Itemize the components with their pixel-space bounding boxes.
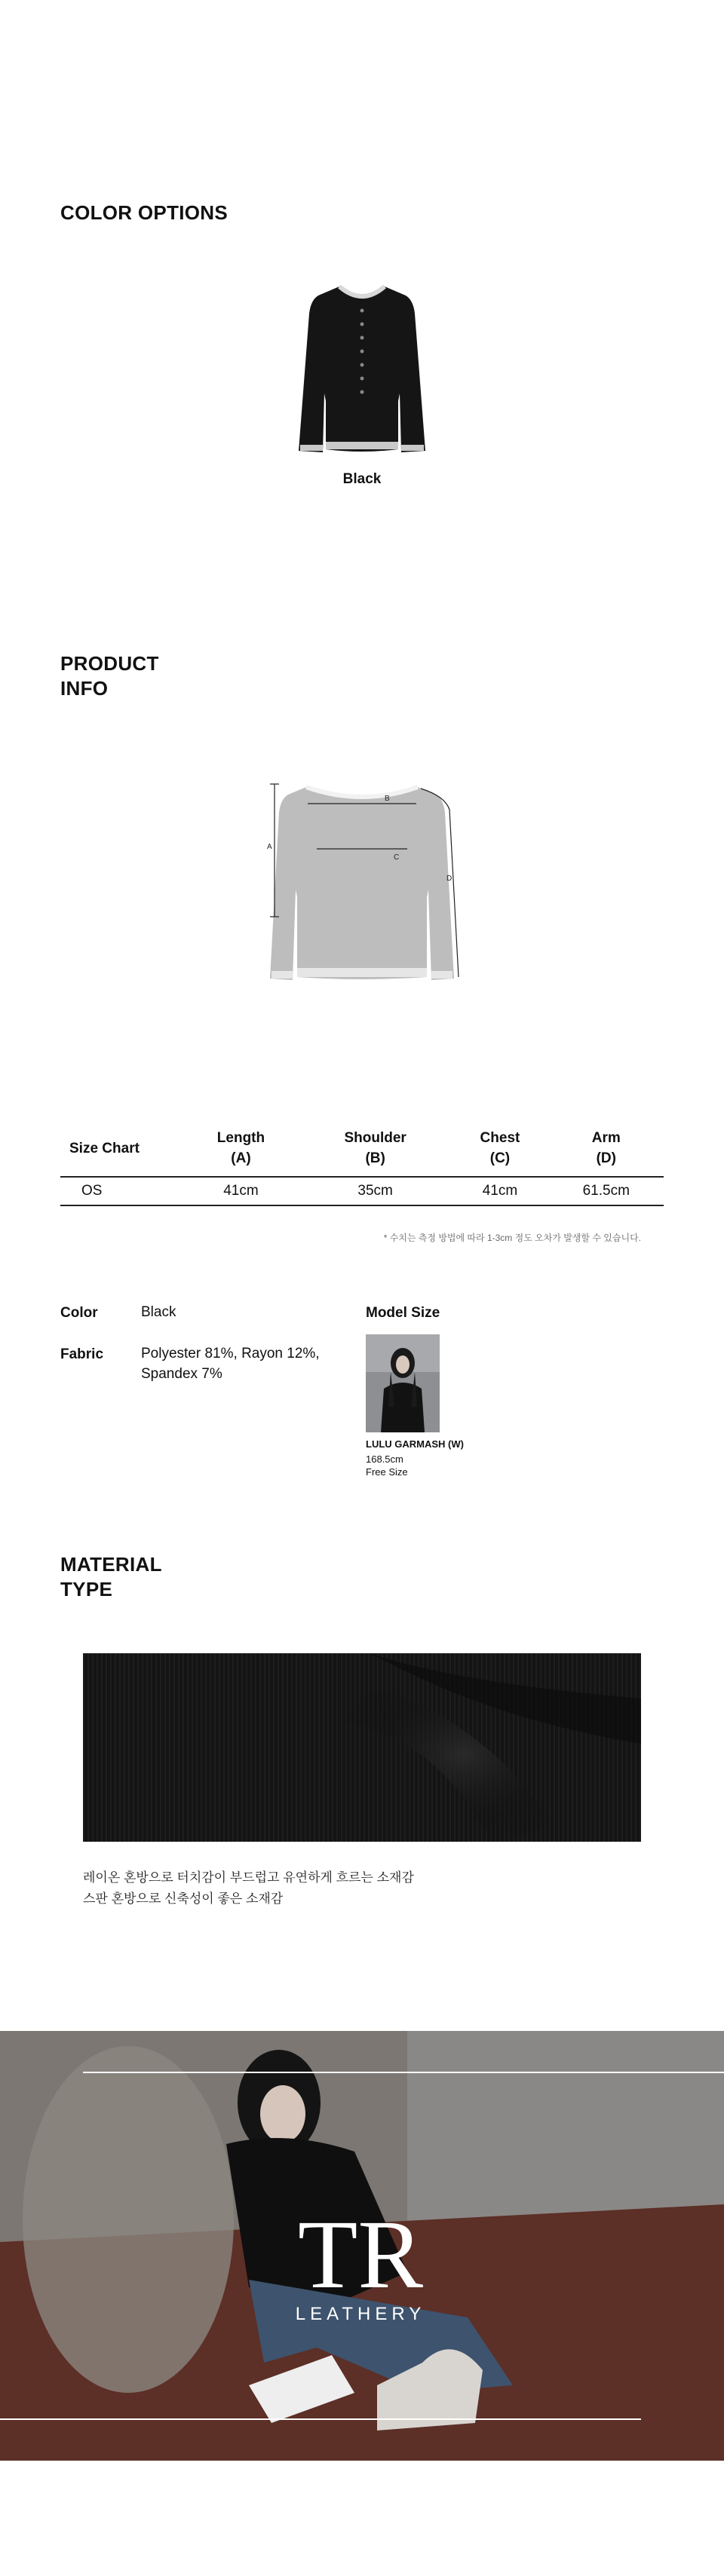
model-fit-size: Free Size	[366, 1466, 408, 1478]
size-chart-col-chest: Chest (C)	[480, 1130, 520, 1166]
product-info-title	[60, 651, 159, 701]
diagram-label-b: B	[385, 795, 390, 803]
size-chart-header-label: Size Chart	[69, 1140, 140, 1156]
model-name: LULU GARMASH (W)	[366, 1438, 464, 1450]
size-chart-header-row	[60, 1123, 664, 1177]
fabric-texture-image	[83, 1653, 641, 1842]
color-options-title: COLOR OPTIONS	[60, 201, 229, 224]
model-size-title: Model Size	[366, 1305, 440, 1321]
size-chart-cell-chest: 41cm	[451, 1177, 548, 1205]
black-cardigan-image	[281, 280, 443, 461]
size-chart-cell-shoulder: 35cm	[299, 1177, 451, 1205]
diagram-label-d: D	[446, 874, 452, 883]
product-info-title-line2: INFO	[60, 677, 109, 700]
product-info-title-line1: PRODUCT	[60, 652, 159, 675]
brand-name: LEATHERY	[295, 2304, 426, 2324]
fabric-value: Polyester 81%, Rayon 12%, Spandex 7%	[141, 1346, 320, 1382]
model-photo	[366, 1334, 440, 1432]
size-chart-cell-length: 41cm	[183, 1177, 299, 1205]
size-chart-table	[60, 1123, 664, 1206]
size-chart-cell-size: OS	[60, 1177, 183, 1205]
size-chart-cell-arm: 61.5cm	[549, 1177, 664, 1205]
material-desc-line2: 스판 혼방으로 신축성이 좋은 소재감	[83, 1891, 284, 1906]
brand-monogram: TR	[297, 2201, 424, 2309]
material-desc-line1: 레이온 혼방으로 터치감이 부드럽고 유연하게 흐르는 소재감	[83, 1870, 414, 1885]
model-height: 168.5cm	[366, 1453, 403, 1465]
fabric-label: Fabric	[60, 1346, 104, 1362]
color-label: Color	[60, 1305, 98, 1321]
material-type-title-line1: MATERIAL	[60, 1553, 162, 1576]
brand-campaign-image	[0, 2031, 724, 2461]
color-value: Black	[141, 1304, 176, 1320]
size-chart-note: * 수치는 측정 방법에 따라 1-3cm 정도 오차가 발생할 수 있습니다.	[383, 1233, 641, 1243]
material-type-title-line2: TYPE	[60, 1578, 113, 1600]
color-option-black-label: Black	[342, 471, 382, 487]
table-row	[60, 1177, 664, 1205]
size-chart-col-shoulder: Shoulder (B)	[344, 1130, 406, 1166]
size-measurement-diagram	[256, 776, 468, 995]
diagram-label-a: A	[267, 843, 272, 851]
size-chart-col-arm: Arm (D)	[591, 1130, 621, 1166]
size-chart-col-length: Length (A)	[216, 1130, 265, 1166]
material-type-title	[60, 1552, 162, 1602]
diagram-label-c: C	[394, 853, 400, 862]
